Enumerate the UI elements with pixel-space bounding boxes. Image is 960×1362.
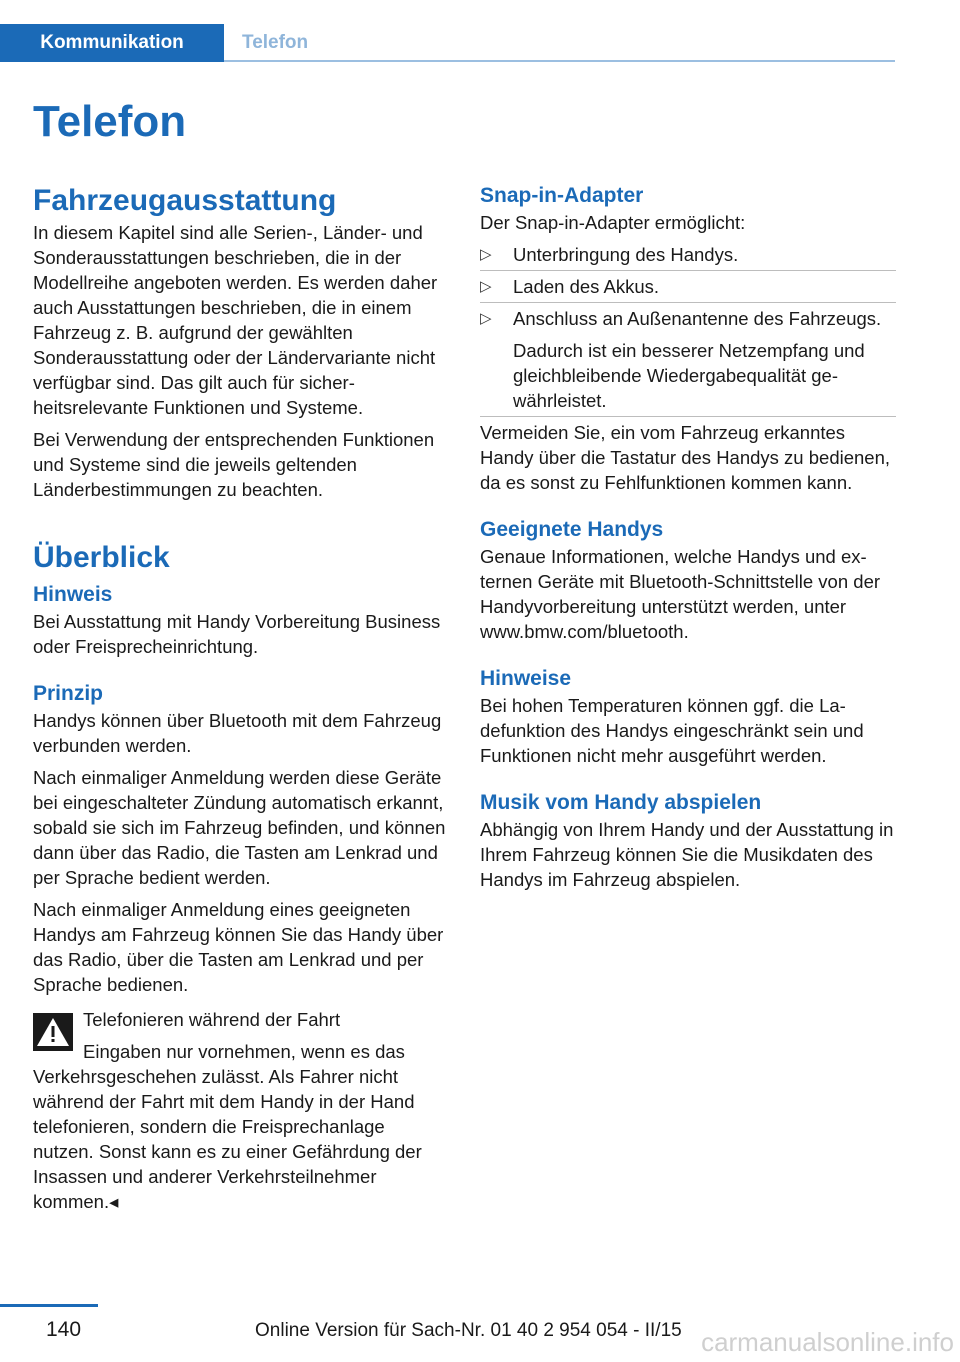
- heading-hinweise: Hinweise: [480, 667, 572, 690]
- list-item-subtext: Dadurch ist ein besserer Netzempfang und gleichbleibende Wiedergabequalität gewährleistet.: [513, 340, 865, 411]
- warning-title: Telefonieren während der Fahrt: [83, 1009, 341, 1030]
- list-item-text: Unterbringung des Handys.: [513, 244, 739, 265]
- right-column: [480, 182, 896, 899]
- warning-body: Eingaben nur vornehmen, wenn es das Verkehrsgeschehen zulässt. Als Fahrer nicht während der Fahrt mit dem Handy in der Hand telefonieren, sondern die Freisprechanlage nutzen. Sonst kann es zu einer Gefährdung der Insassen und anderer Verkehrsteilnehmer kommen.◂: [33, 1041, 422, 1212]
- paragraph-musik: Abhängig von Ihrem Handy und der Ausstattung in Ihrem Fahrzeug können Sie die Musikdaten des Handys im Fahrzeug abspielen.: [480, 819, 894, 890]
- tab-kommunikation[interactable]: Kommunikation: [0, 24, 224, 62]
- triangle-right-icon: ▷: [480, 310, 492, 327]
- list-item-text: Laden des Akkus.: [513, 276, 660, 297]
- heading-prinzip: Prinzip: [33, 682, 104, 705]
- triangle-right-icon: ▷: [480, 246, 492, 263]
- chapter-title: Telefon: [33, 97, 187, 146]
- paragraph-snapin-intro: Der Snap-in-Adapter ermöglicht:: [480, 212, 746, 233]
- heading-ueberblick: Überblick: [33, 541, 170, 574]
- heading-fahrzeugausstattung: Fahrzeugausstattung: [33, 184, 337, 217]
- left-column: [33, 182, 449, 1221]
- list-item: [480, 242, 896, 267]
- tab-telefon[interactable]: Telefon: [242, 32, 309, 53]
- paragraph-hinweise: Bei hohen Temperaturen können ggf. die Ladefunktion des Handys eingeschränkt sein und Funktionen nicht mehr ausgeführt werden.: [480, 695, 864, 766]
- list-item: [480, 306, 896, 413]
- paragraph-fahrzeug-2: Bei Verwendung der entsprechenden Funktionen und Systeme sind die jeweils geltenden Länderbestimmungen zu beachten.: [33, 429, 435, 500]
- paragraph-prinzip-3: Nach einmaliger Anmeldung eines geeigneten Handys am Fahrzeug können Sie das Handy über das Radio, über die Tasten am Lenkrad und per Sprache bedienen.: [33, 899, 444, 995]
- triangle-right-icon: ▷: [480, 278, 492, 295]
- page-number: 140: [46, 1318, 82, 1341]
- paragraph-prinzip-2: Nach einmaliger Anmeldung werden diese Geräte bei eingeschalteter Zündung automatisch erkannt, sobald sie sich im Fahrzeug befinden, und können dann über das Radio, die Tasten am Lenkrad und per Sprache bedient werden.: [33, 767, 446, 888]
- paragraph-prinzip-1: Handys können über Bluetooth mit dem Fahrzeug verbunden werden.: [33, 710, 442, 756]
- paragraph-fahrzeug-1: In diesem Kapitel sind alle Serien-, Länder- und Sonderausstattungen beschrieben, die in der Modellreihe angeboten werden. Es werden daher auch Ausstattungen beschrieben, die in einem Fahrzeug z. B. aufgrund der gewählten Sonderausstattung oder der Ländervariante nicht verfügbar sind. Das gilt auch für sicherheitsrelevante Funktionen und Systeme.: [33, 222, 438, 418]
- header-tabbar: [0, 24, 895, 62]
- heading-musik: Musik vom Handy abspielen: [480, 791, 762, 814]
- watermark: carmanualsonline.info: [701, 1327, 954, 1357]
- online-version-note: Online Version für Sach-Nr. 01 40 2 954 054 - II/15: [255, 1320, 682, 1341]
- header-rule: [224, 60, 895, 62]
- footer-rule: [0, 1304, 98, 1307]
- paragraph-snapin-2: Vermeiden Sie, ein vom Fahrzeug erkanntes Handy über die Tastatur des Handys zu bedienen, da es sonst zu Fehlfunktionen kommen kann.: [480, 422, 891, 493]
- warning-triangle-icon: [33, 1013, 73, 1051]
- list-item-text: Anschluss an Außenantenne des Fahrzeugs.: [513, 308, 882, 329]
- heading-snapin: Snap-in-Adapter: [480, 184, 644, 207]
- heading-geeignete-handys: Geeignete Handys: [480, 518, 664, 541]
- paragraph-hinweis: Bei Ausstattung mit Handy Vorbereitung Business oder Freisprecheinrichtung.: [33, 611, 441, 657]
- snapin-list: [480, 242, 896, 413]
- heading-hinweis: Hinweis: [33, 583, 113, 606]
- list-item: [480, 274, 896, 299]
- paragraph-geeignete: Genaue Informationen, welche Handys und externen Geräte mit Bluetooth-Schnittstelle von der Handyvorbereitung unterstützt werden, unter www.bmw.com/bluetooth.: [480, 546, 881, 642]
- warning-box: [33, 1007, 449, 1214]
